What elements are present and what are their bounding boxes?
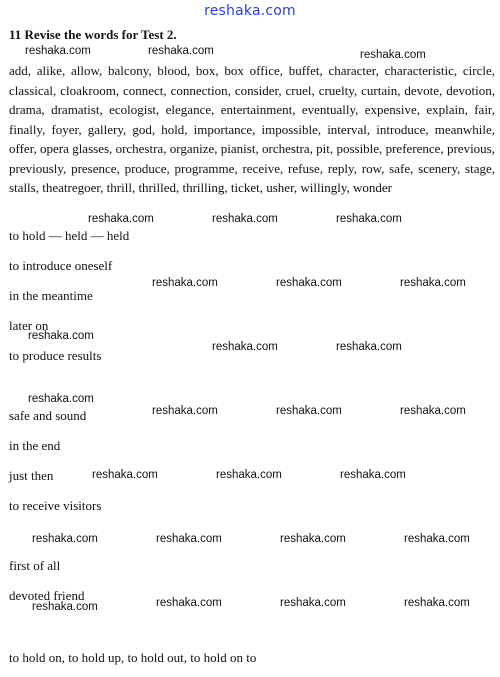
phrase-item: safe and sound: [9, 408, 87, 423]
watermark: reshaka.com: [152, 277, 218, 289]
watermark: reshaka.com: [156, 533, 222, 545]
phrase-item: in the end: [9, 438, 61, 453]
phrase-item: to hold on, to hold up, to hold out, to hold on to: [9, 650, 257, 665]
watermark: reshaka.com: [92, 469, 158, 481]
exercise-title: 11 Revise the words for Test 2.: [9, 27, 177, 42]
watermark: reshaka.com: [404, 533, 470, 545]
watermark: reshaka.com: [25, 45, 91, 57]
watermark: reshaka.com: [152, 405, 218, 417]
watermark: reshaka.com: [400, 277, 466, 289]
watermark: reshaka.com: [336, 213, 402, 225]
watermark: reshaka.com: [212, 213, 278, 225]
watermark: reshaka.com: [276, 277, 342, 289]
phrase-item: to hold — held — held: [9, 228, 130, 243]
watermark: reshaka.com: [28, 393, 94, 405]
watermark: reshaka.com: [148, 45, 214, 57]
site-header-logo[interactable]: reshaka.com: [204, 3, 296, 19]
watermark: reshaka.com: [280, 533, 346, 545]
watermark: reshaka.com: [32, 601, 98, 613]
watermark: reshaka.com: [400, 405, 466, 417]
watermark: reshaka.com: [276, 405, 342, 417]
watermark: reshaka.com: [32, 533, 98, 545]
phrase-item: devoted friend: [9, 588, 85, 603]
watermark: reshaka.com: [28, 330, 94, 342]
watermark: reshaka.com: [88, 213, 154, 225]
watermark: reshaka.com: [280, 597, 346, 609]
watermark: reshaka.com: [336, 341, 402, 353]
watermark: reshaka.com: [216, 469, 282, 481]
word-list: add, alike, allow, balcony, blood, box, box office, buffet, character, characteristic, circle, classical, cloakroom, connect, connection, consider, cruel, cruelty, curtain, devote, devotion, drama, dramatist, ecologist, elegance, entertainment, eventually, expensive, explain, fair, finally, foyer, gallery, god, hold, importance, impossible, interval, introduce, meanwhile, offer, opera glasses, orchestra, organize, pianist, orchestra, pit, possible, preference, previous, previously, presence, produce, programme, receive, refuse, reply, row, safe, scenery, stage, stalls, theatregoer, thrill, thrilled, thrilling, ticket, usher, willingly, wonder: [9, 63, 495, 195]
phrase-item: later on: [9, 318, 49, 333]
watermark: reshaka.com: [212, 341, 278, 353]
phrase-item: in the meantime: [9, 288, 93, 303]
watermark: reshaka.com: [404, 597, 470, 609]
phrase-item: just then: [9, 468, 54, 483]
phrase-item: first of all: [9, 558, 61, 573]
watermark: reshaka.com: [340, 469, 406, 481]
phrase-item: to receive visitors: [9, 498, 102, 513]
phrase-item: to produce results: [9, 348, 102, 363]
phrase-item: to introduce oneself: [9, 258, 113, 273]
watermark: reshaka.com: [156, 597, 222, 609]
watermark: reshaka.com: [360, 49, 426, 61]
